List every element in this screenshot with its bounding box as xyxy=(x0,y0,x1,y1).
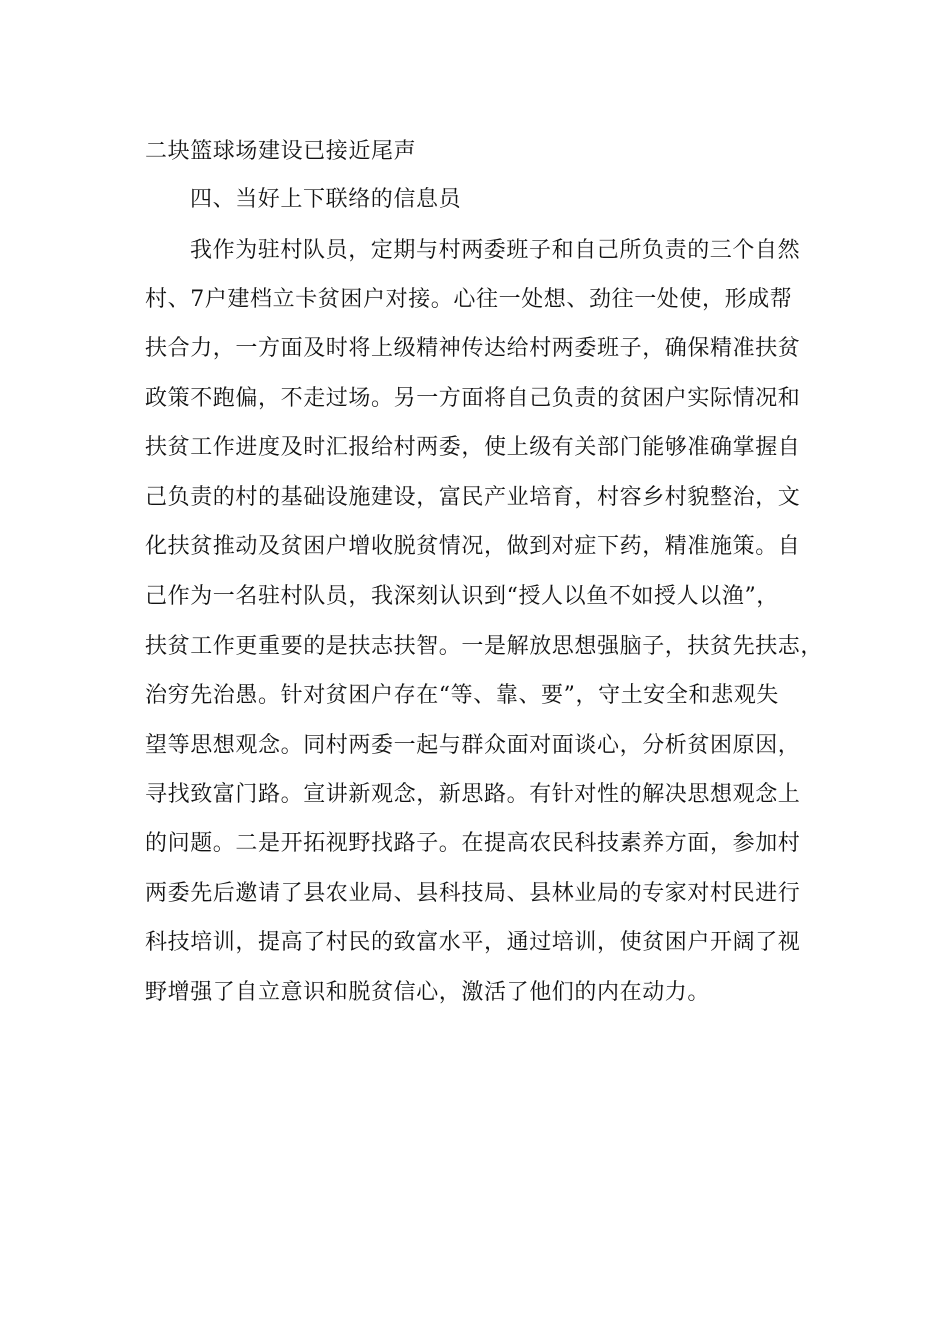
paragraph-line: 望等思想观念。同村两委一起与群众面对面谈心，分析贫困原因， xyxy=(145,733,801,758)
paragraph-line: 我作为驻村队员，定期与村两委班子和自己所负责的三个自然 xyxy=(190,238,801,263)
section-heading: 四、当好上下联络的信息员 xyxy=(190,187,462,212)
paragraph-line: 的问题。二是开拓视野找路子。在提高农民科技素养方面，参加村 xyxy=(145,831,801,856)
paragraph-line: 己负责的村的基础设施建设，富民产业培育，村容乡村貌整治，文 xyxy=(145,485,801,510)
paragraph-line: 扶贫工作进度及时汇报给村两委，使上级有关部门能够准确掌握自 xyxy=(145,435,801,460)
paragraph-line: 科技培训，提高了村民的致富水平，通过培训，使贫困户开阔了视 xyxy=(145,930,801,955)
paragraph-line: 村、7户建档立卡贫困户对接。心往一处想、劲往一处使，形成帮 xyxy=(145,287,793,312)
paragraph-line: 野增强了自立意识和脱贫信心，激活了他们的内在动力。 xyxy=(145,980,711,1005)
paragraph-line: 己作为一名驻村队员，我深刻认识到“授人以鱼不如授人以渔”， xyxy=(145,584,779,609)
paragraph-line: 两委先后邀请了县农业局、县科技局、县林业局的专家对村民进行 xyxy=(145,881,801,906)
paragraph-line: 化扶贫推动及贫困户增收脱贫情况，做到对症下药，精准施策。自 xyxy=(145,534,801,559)
paragraph-line: 寻找致富门路。宣讲新观念，新思路。有针对性的解决思想观念上 xyxy=(145,782,801,807)
paragraph-line: 扶贫工作更重要的是扶志扶智。一是解放思想强脑子，扶贫先扶志， xyxy=(145,634,824,659)
text-line-continuation: 二块篮球场建设已接近尾声 xyxy=(145,139,417,164)
paragraph-line: 扶合力，一方面及时将上级精神传达给村两委班子，确保精准扶贫 xyxy=(145,336,801,361)
paragraph-line: 治穷先治愚。针对贫困户存在“等、靠、要”，守土安全和悲观失 xyxy=(145,683,779,708)
paragraph-line: 政策不跑偏，不走过场。另一方面将自己负责的贫困户实际情况和 xyxy=(145,386,801,411)
